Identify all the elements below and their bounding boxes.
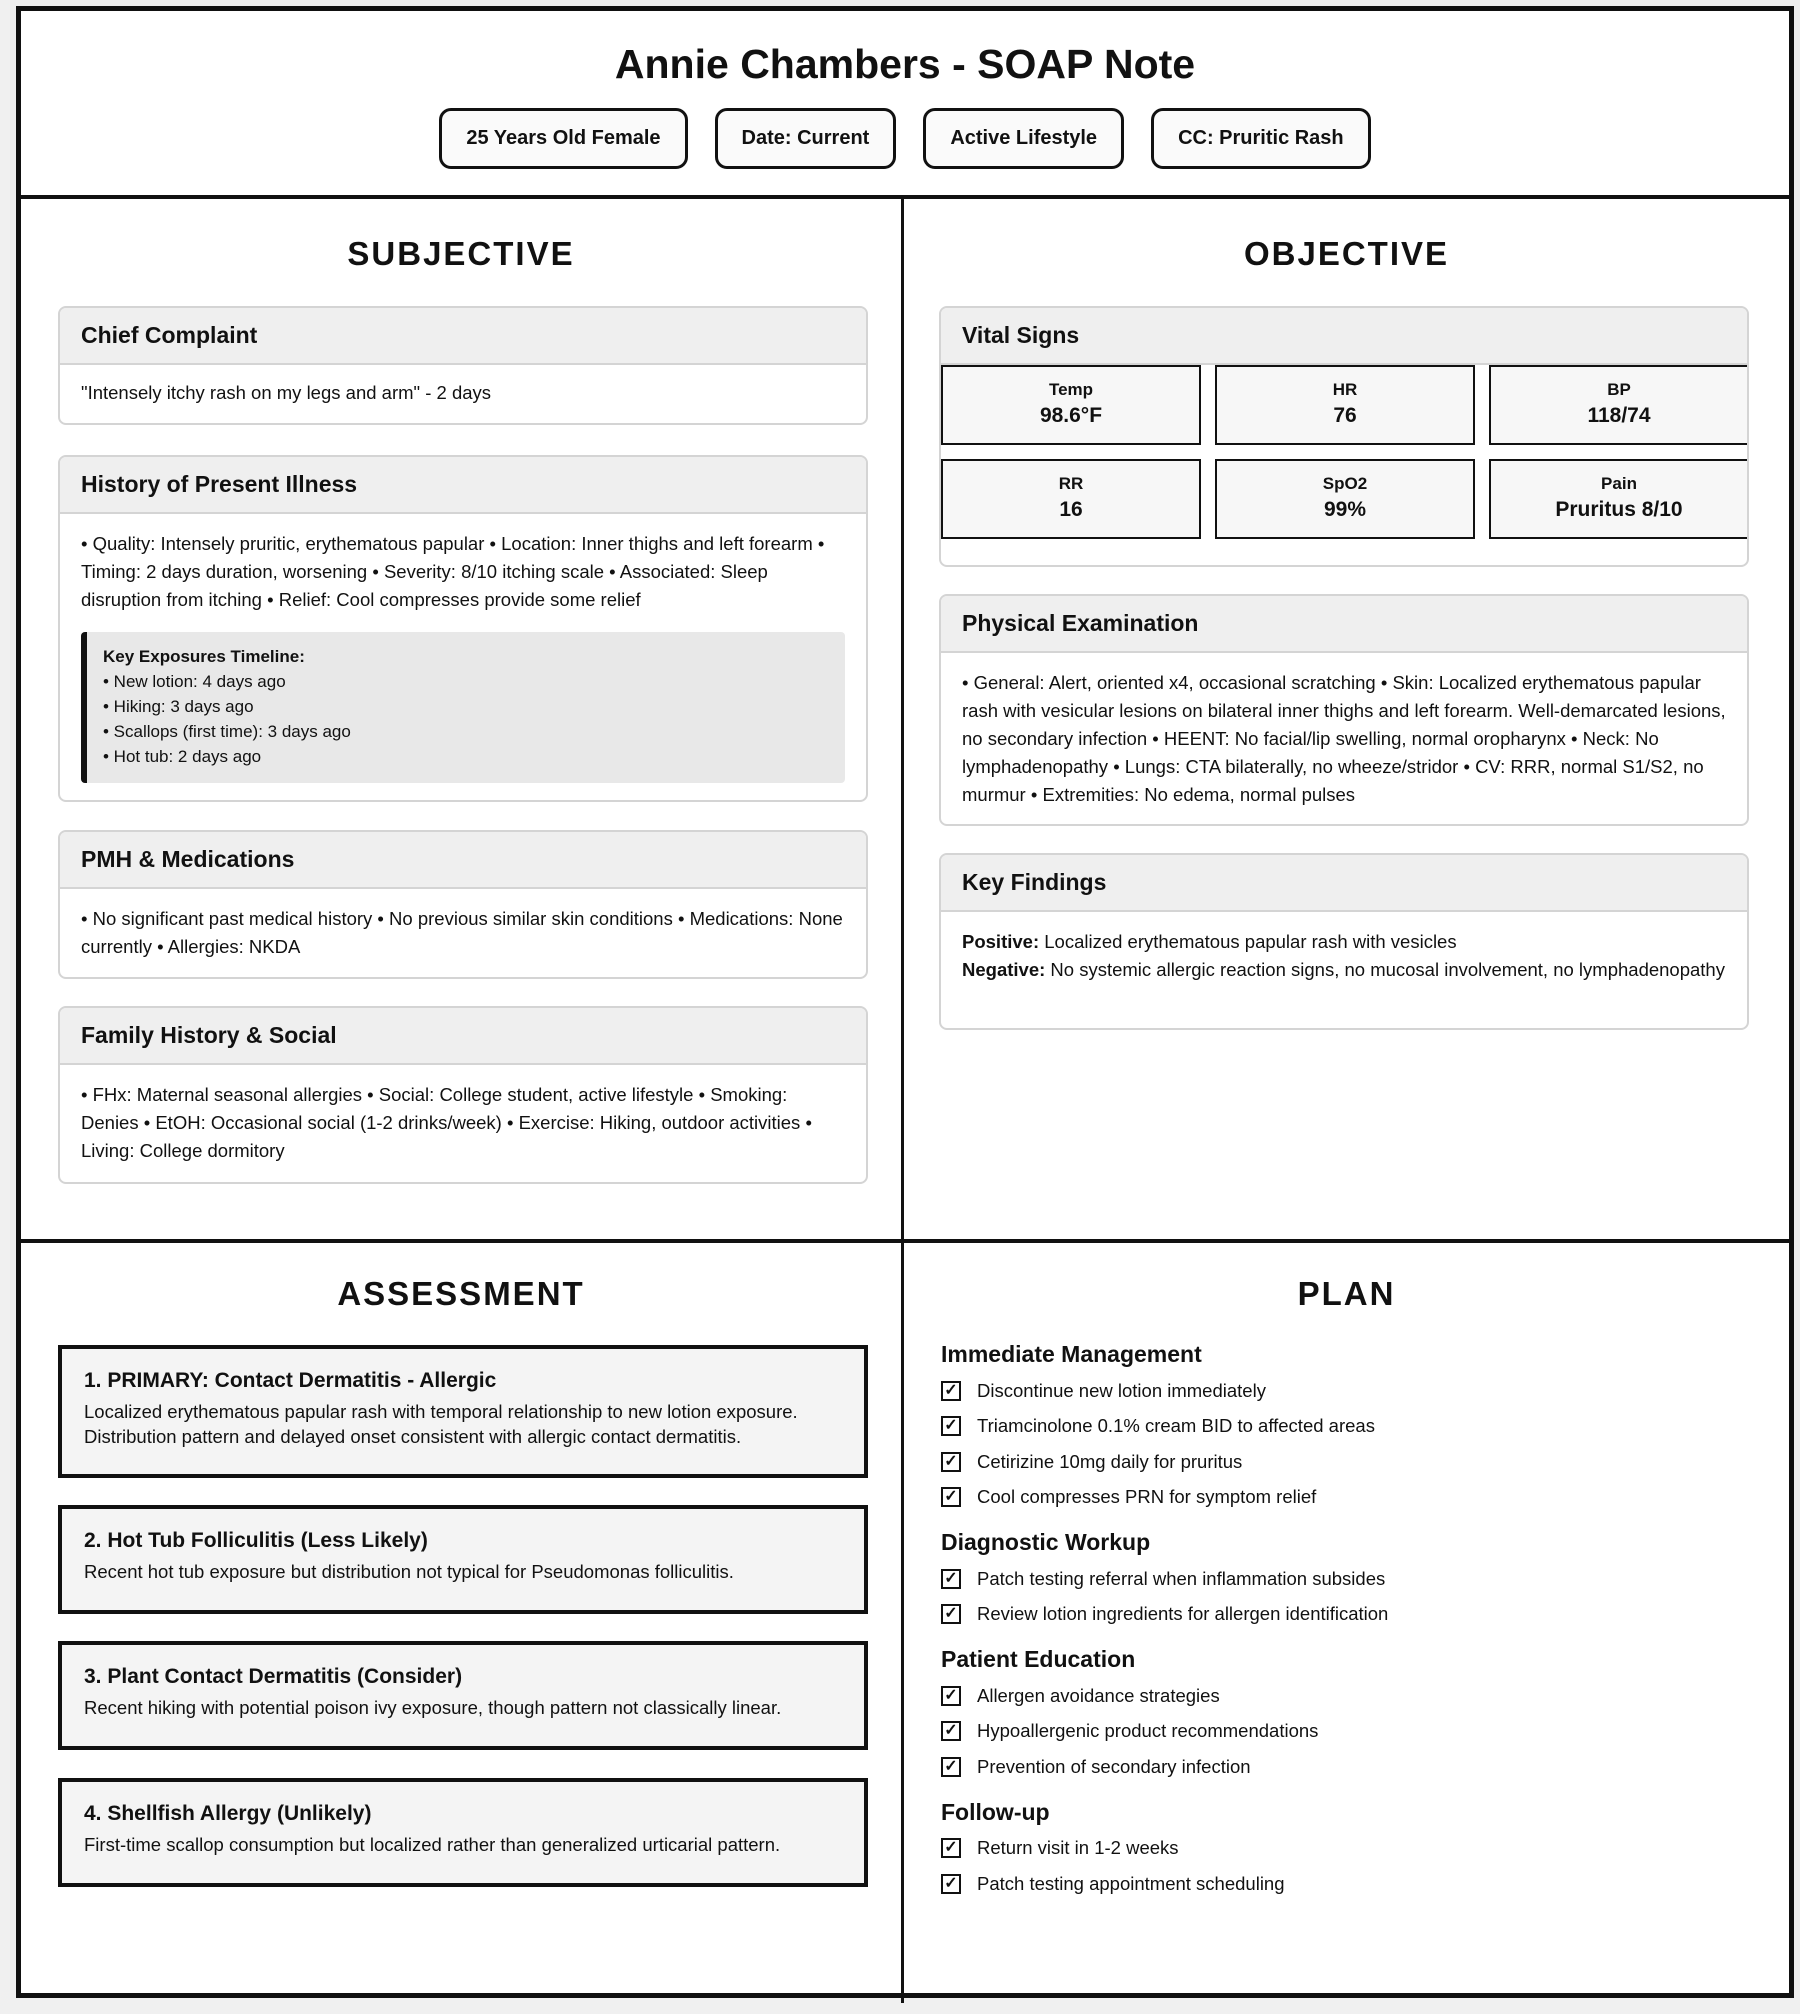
subjective-section: [21, 199, 901, 1239]
vital-signs-card: [939, 306, 1749, 567]
plan-title: PLAN: [1297, 1275, 1396, 1312]
checkbox-checked-icon[interactable]: ✓: [941, 1569, 961, 1589]
checkbox-checked-icon[interactable]: ✓: [941, 1416, 961, 1436]
plan-section: [904, 1243, 1789, 2003]
plan-item: [941, 1714, 1761, 1750]
checkbox-checked-icon[interactable]: ✓: [941, 1604, 961, 1624]
badge-age-sex: 25 Years Old Female: [439, 108, 687, 169]
diagnosis-text: First-time scallop consumption but localized rather than generalized urticarial pattern.: [84, 1834, 781, 1855]
checkbox-checked-icon[interactable]: ✓: [941, 1487, 961, 1507]
plan-item: [941, 1373, 1761, 1409]
checkbox-checked-icon[interactable]: ✓: [941, 1381, 961, 1401]
diagnosis-item: [58, 1641, 868, 1750]
plan-follow-up: [941, 1797, 1761, 1902]
key-findings-card: [939, 853, 1749, 1030]
vital-value: 118/74: [1587, 404, 1651, 427]
negative-label: Negative:: [962, 959, 1046, 980]
timeline-item: • New lotion: 4 days ago: [103, 672, 286, 691]
plan-heading: Follow-up: [941, 1798, 1050, 1825]
vital-value: 76: [1333, 404, 1357, 427]
plan-patient-education: [941, 1644, 1761, 1785]
vital-label: HR: [1332, 380, 1358, 399]
plan-item-text: Review lotion ingredients for allergen identification: [977, 1603, 1389, 1625]
vital-signs-heading: Vital Signs: [941, 308, 1747, 365]
positive-text: Localized erythematous papular rash with vesicles: [1039, 931, 1457, 952]
negative-findings: [962, 956, 1726, 984]
plan-item: [941, 1749, 1761, 1785]
plan-list: [941, 1339, 1761, 1914]
badge-chief-complaint: CC: Pruritic Rash: [1151, 108, 1371, 169]
vital-bp: [1489, 365, 1749, 445]
hpi-body: [60, 514, 866, 783]
timeline-item: • Scallops (first time): 3 days ago: [103, 722, 351, 741]
plan-item: [941, 1480, 1761, 1516]
checkbox-checked-icon[interactable]: ✓: [941, 1838, 961, 1858]
subjective-title: SUBJECTIVE: [347, 235, 575, 272]
physical-exam-text: • General: Alert, oriented x4, occasional scratching • Skin: Localized erythematous papular rash with vesicular lesions on bilateral inner thighs and left forearm. Well-demarcated lesions, no secondary infection • HEENT: No facial/lip swelling, normal oropharynx • Neck: No lymphadenopathy • Lungs: CTA bilaterally, no wheeze/stridor • CV: RRR, normal S1/S2, no murmur • Extremities: No edema, normal pulses: [962, 672, 1726, 805]
plan-item-text: Triamcinolone 0.1% cream BID to affected areas: [977, 1415, 1375, 1437]
key-findings-body: [941, 912, 1747, 984]
hpi-card: [58, 455, 868, 802]
family-social-card: [58, 1006, 868, 1184]
key-findings-heading: Key Findings: [941, 855, 1747, 912]
plan-item: [941, 1561, 1761, 1597]
hpi-heading: History of Present Illness: [60, 457, 866, 514]
plan-item: [941, 1409, 1761, 1445]
family-social-heading: Family History & Social: [60, 1008, 866, 1065]
soap-note-page: [16, 6, 1794, 1998]
positive-label: Positive:: [962, 931, 1040, 952]
checkbox-checked-icon[interactable]: ✓: [941, 1757, 961, 1777]
timeline-item: • Hiking: 3 days ago: [103, 697, 254, 716]
plan-heading: Patient Education: [941, 1646, 1136, 1672]
chief-complaint-heading: Chief Complaint: [60, 308, 866, 365]
physical-exam-heading: Physical Examination: [941, 596, 1747, 653]
diagnosis-title: 2. Hot Tub Folliculitis (Less Likely): [84, 1529, 428, 1552]
vital-pain: [1489, 459, 1749, 539]
exposure-timeline: [81, 632, 845, 783]
diagnosis-item: [58, 1778, 868, 1887]
timeline-title: Key Exposures Timeline:: [103, 647, 305, 666]
negative-text: No systemic allergic reaction signs, no mucosal involvement, no lymphadenopathy: [1045, 959, 1725, 980]
plan-item-text: Patch testing referral when inflammation subsides: [977, 1567, 1386, 1589]
badge-lifestyle: Active Lifestyle: [923, 108, 1124, 169]
positive-findings: [962, 928, 1726, 956]
vital-hr: [1215, 365, 1475, 445]
checkbox-checked-icon[interactable]: ✓: [941, 1874, 961, 1894]
family-social-text: • FHx: Maternal seasonal allergies • Social: College student, active lifestyle • Smoking: Denies • EtOH: Occasional social (1-2 drinks/week) • Exercise: Hiking, outdoor activities • Living: College dormitory: [81, 1084, 812, 1161]
plan-item-text: Patch testing appointment scheduling: [977, 1872, 1285, 1894]
physical-exam-card: [939, 594, 1749, 826]
diagnosis-title: 1. PRIMARY: Contact Dermatitis - Allergic: [84, 1369, 497, 1392]
vital-rr: [941, 459, 1201, 539]
diagnosis-text: Recent hot tub exposure but distribution not typical for Pseudomonas folliculitis.: [84, 1561, 734, 1582]
plan-item: [941, 1597, 1761, 1633]
timeline-item: • Hot tub: 2 days ago: [103, 747, 262, 766]
diagnosis-item: [58, 1505, 868, 1614]
vital-value: 99%: [1323, 498, 1367, 521]
plan-item-text: Hypoallergenic product recommendations: [977, 1720, 1319, 1742]
vital-label: Pain: [1601, 474, 1637, 493]
pmh-text: • No significant past medical history • No previous similar skin conditions • Medications: None currently • Allergies: NKDA: [81, 908, 843, 957]
chief-complaint-card: [58, 306, 868, 425]
objective-section: [904, 199, 1789, 1239]
pmh-heading: PMH & Medications: [60, 832, 866, 889]
vital-spo2: [1215, 459, 1475, 539]
badge-date: Date: Current: [715, 108, 897, 169]
plan-item-text: Discontinue new lotion immediately: [977, 1379, 1266, 1401]
vital-value: Pruritus 8/10: [1555, 498, 1683, 521]
diagnosis-title: 4. Shellfish Allergy (Unlikely): [84, 1802, 372, 1825]
patient-badges: [21, 108, 1789, 169]
plan-diagnostic-workup: [941, 1527, 1761, 1632]
vital-label: SpO2: [1322, 474, 1368, 493]
vital-temp: [941, 365, 1201, 445]
plan-heading: Immediate Management: [941, 1341, 1202, 1367]
plan-item-text: Prevention of secondary infection: [977, 1755, 1251, 1777]
plan-item-text: Cool compresses PRN for symptom relief: [977, 1486, 1317, 1508]
diagnosis-text: Recent hiking with potential poison ivy exposure, though pattern not classically linear.: [84, 1697, 782, 1718]
vital-label: RR: [1058, 474, 1084, 493]
plan-item: [941, 1866, 1761, 1902]
plan-heading: Diagnostic Workup: [941, 1529, 1151, 1555]
vital-value: 16: [1059, 498, 1083, 521]
checkbox-checked-icon[interactable]: ✓: [941, 1452, 961, 1472]
assessment-title: ASSESSMENT: [337, 1275, 585, 1312]
pmh-card: [58, 830, 868, 979]
diagnosis-text: Localized erythematous papular rash with temporal relationship to new lotion exposure. Distribution pattern and delayed onset consistent with allergic contact dermatitis.: [84, 1401, 798, 1447]
hpi-text: • Quality: Intensely pruritic, erythematous papular • Location: Inner thighs and left forearm • Timing: 2 days duration, worsening • Severity: 8/10 itching scale • Associated: Sleep disruption from itching • Relief: Cool compresses provide some relief: [81, 533, 825, 610]
vital-label: Temp: [1048, 380, 1094, 399]
chief-complaint-text: "Intensely itchy rash on my legs and arm" - 2 days: [81, 382, 492, 403]
plan-item: [941, 1678, 1761, 1714]
diagnosis-item: [58, 1345, 868, 1478]
vital-label: BP: [1607, 380, 1631, 399]
diagnosis-title: 3. Plant Contact Dermatitis (Consider): [84, 1665, 463, 1688]
plan-immediate-management: [941, 1339, 1761, 1515]
assessment-section: [21, 1243, 901, 2003]
page-title: Annie Chambers - SOAP Note: [614, 41, 1196, 87]
note-header: [21, 11, 1789, 199]
objective-title: OBJECTIVE: [1243, 235, 1450, 272]
plan-item-text: Allergen avoidance strategies: [977, 1684, 1220, 1706]
checkbox-checked-icon[interactable]: ✓: [941, 1686, 961, 1706]
checkbox-checked-icon[interactable]: ✓: [941, 1721, 961, 1741]
plan-item: [941, 1831, 1761, 1867]
plan-item-text: Cetirizine 10mg daily for pruritus: [977, 1450, 1243, 1472]
plan-item: [941, 1444, 1761, 1480]
plan-item-text: Return visit in 1-2 weeks: [977, 1837, 1179, 1859]
vital-value: 98.6°F: [1039, 404, 1103, 427]
vitals-grid: [941, 365, 1749, 539]
